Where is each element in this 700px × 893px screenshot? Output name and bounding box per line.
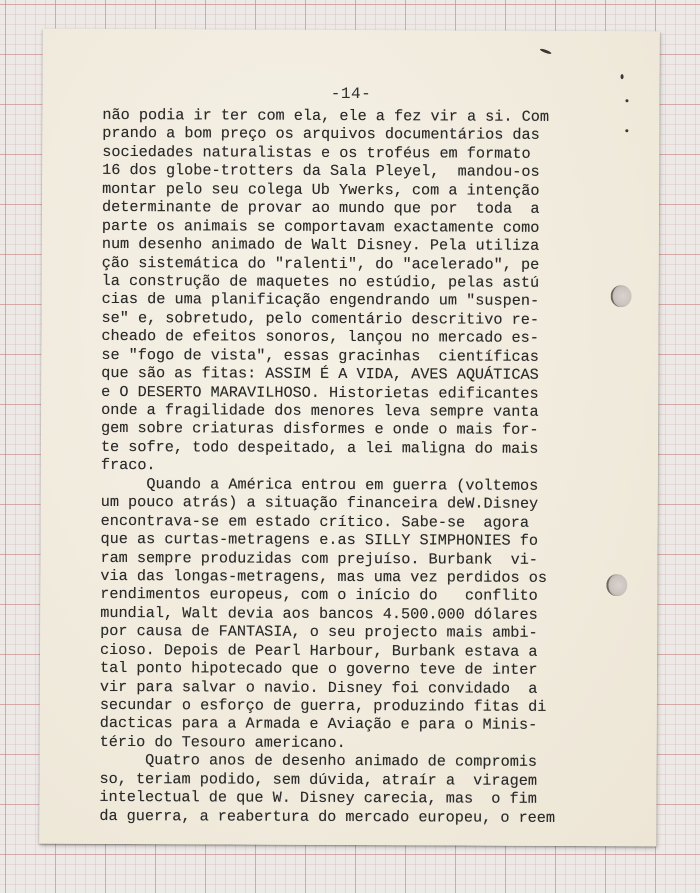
body-text (99, 105, 556, 827)
text-line: e O DESERTO MARAVILHOSO. Historietas edificantes (101, 382, 539, 403)
text-line: cheado de efeitos sonoros, lançou no mercado es- (101, 327, 539, 348)
text-line: sociedades naturalistas e os troféus em formato (102, 142, 531, 163)
text-line: num desenho animado de Walt Disney. Pela utiliza (101, 234, 540, 255)
text-line: fraco. (100, 456, 156, 475)
text-line: dacticas para a Armada e Aviação e para o Minis- (99, 714, 538, 735)
text-line: se "fogo de vista", essas gracinhas científicas (101, 345, 539, 366)
text-line: Quando a América entrou em guerra (voltemos (100, 474, 539, 495)
punch-hole (606, 574, 627, 596)
text-line: mundial, Walt devia aos bancos 4.500.000 dólares (100, 603, 538, 624)
text-line: ção sistemática do "ralenti", do "acelerado", pe (101, 253, 540, 274)
text-line: onde a fragilidade dos menores leva sempre vanta (101, 400, 539, 421)
text-line: 16 dos globe-trotters da Sala Pleyel, mandou-os (102, 161, 540, 182)
text-line: tal ponto hipotecado que o governo teve de inter (99, 659, 538, 679)
text-line: tério do Tesouro americano. (99, 732, 346, 752)
text-line: rendimentos europeus, com o início do conflito (100, 585, 538, 606)
text-line: ram sempre produzidas com prejuíso. Burbank vi- (100, 548, 538, 569)
text-line: cias de uma planificação engendrando um "suspen- (101, 290, 540, 311)
text-line: so, teriam podido, sem dúvida, atraír a viragem (99, 769, 538, 790)
text-line: prando a bom preço os arquivos documentários das (102, 124, 540, 145)
ink-spot (621, 74, 624, 79)
text-line: secundar o esforço de guerra, produzindo fitas di (99, 695, 547, 716)
text-line: da guerra, a reabertura do mercado europeu, o reem (99, 806, 556, 827)
text-line: vir para salvar o navio. Disney foi convidado a (99, 677, 538, 698)
text-line: que as curtas-metragens e.as SILLY SIMPHONIES fo (100, 529, 539, 550)
text-line: encontrava-se em estado crítico. Sabe-se agora (100, 511, 530, 532)
text-line: determinante de provar ao mundo que por toda a (101, 198, 540, 219)
typewritten-page (39, 29, 660, 847)
text-line: parte os animais se comportavam exactamente como (101, 216, 540, 237)
text-line: que são as fitas: ASSIM É A VIDA, AVES AQUÁTICAS (101, 364, 539, 384)
text-line: por causa de FANTASIA, o seu projecto mais ambi- (100, 622, 538, 643)
punch-hole (611, 285, 632, 307)
text-line: montar pelo seu colega Ub Ywerks, com a intenção (102, 179, 540, 200)
ink-spot (625, 129, 628, 132)
text-line: la construção de maquetes no estúdio, pelas astú (101, 271, 540, 292)
text-line: um pouco atrás) a situação financeira deW.Disney (100, 493, 539, 514)
text-line: Quatro anos de desenho animado de compromis (99, 751, 538, 772)
text-line: cioso. Depois de Pearl Harbour, Burbank estava a (100, 640, 538, 661)
text-line: te sofre, todo despeitado, a lei maligna do mais (100, 437, 539, 458)
page-number: -14- (330, 84, 372, 104)
text-line: gem sobre criaturas disformes e onde o mais for- (100, 419, 539, 440)
text-line: se" e, sobretudo, pelo comentário descritivo re- (101, 308, 540, 329)
ink-spot (540, 48, 552, 55)
text-line: intelectual de que W. Disney carecia, mas o fim (99, 788, 537, 809)
text-line: via das longas-metragens, mas uma vez perdidos os (100, 566, 548, 587)
text-line: não podia ir ter com ela, ele a fez vir a si. Com (102, 105, 550, 126)
